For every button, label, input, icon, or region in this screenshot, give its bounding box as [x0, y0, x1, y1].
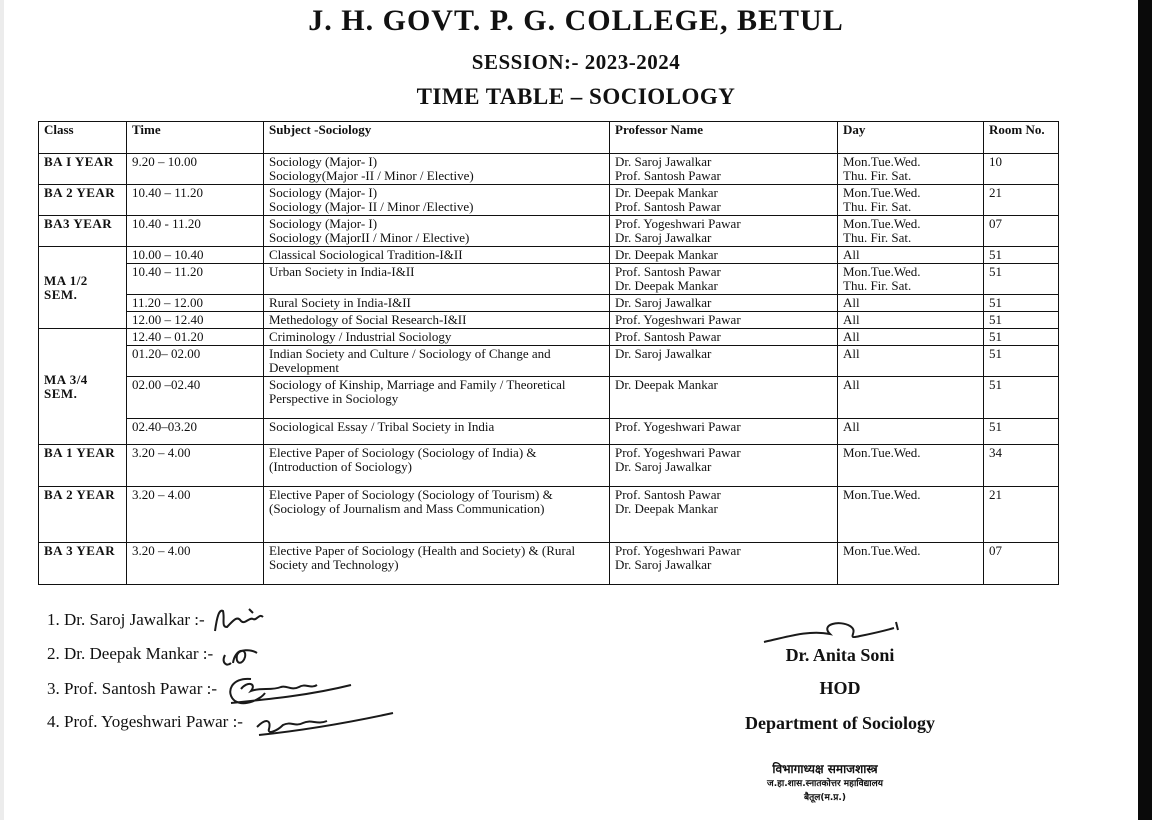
day-cell-line: Mon.Tue.Wed.: [843, 543, 921, 558]
signature-mark: [209, 605, 289, 637]
professor-cell-line: Prof. Santosh Pawar: [615, 487, 721, 502]
class-cell: BA 2 YEAR: [39, 185, 127, 216]
hod-title: HOD: [819, 678, 861, 698]
signatory-row: [47, 639, 397, 673]
day-cell: [838, 154, 984, 185]
day-cell: [838, 445, 984, 487]
seal-line-2: ज.हा.शास.स्नातकोत्तर महाविद्यालय: [767, 779, 883, 789]
time-cell: 10.40 – 11.20: [127, 185, 264, 216]
subject-cell: [264, 445, 610, 487]
professor-cell: [610, 154, 838, 185]
day-cell-line: All: [843, 346, 860, 361]
professor-cell: [610, 543, 838, 585]
signatory-label: 1. Dr. Saroj Jawalkar :-: [47, 610, 205, 629]
seal-line-1: विभागाध्यक्ष समाजशास्त्र: [772, 762, 878, 776]
subject-cell-line: Elective Paper of Sociology (Health and Society) & (Rural Society and Technology): [269, 543, 576, 572]
header-professor: Professor Name: [610, 122, 838, 154]
class-cell: MA 1/2 SEM.: [39, 247, 127, 329]
subject-cell-line: Rural Society in India-I&II: [269, 295, 411, 310]
table-row: [39, 185, 1059, 216]
time-cell: 01.20– 02.00: [127, 346, 264, 377]
subject-cell: [264, 264, 610, 295]
day-cell: [838, 247, 984, 264]
table-row: [39, 312, 1059, 329]
day-cell: [838, 346, 984, 377]
subject-cell: [264, 329, 610, 346]
scan-left-edge: [0, 0, 4, 820]
class-cell: MA 3/4 SEM.: [39, 329, 127, 445]
professor-cell: [610, 346, 838, 377]
header-class: Class: [39, 122, 127, 154]
subject-cell-line: Sociology of Kinship, Marriage and Family / Theoretical Perspective in Sociology: [269, 377, 566, 406]
room-cell: 21: [984, 185, 1059, 216]
table-row: [39, 329, 1059, 346]
hod-department: Department of Sociology: [745, 713, 935, 733]
day-cell-line: Thu. Fir. Sat.: [843, 278, 912, 293]
professor-cell-line: Prof. Yogeshwari Pawar: [615, 543, 741, 558]
day-cell: [838, 312, 984, 329]
day-cell: [838, 216, 984, 247]
time-cell: 12.00 – 12.40: [127, 312, 264, 329]
table-row: [39, 216, 1059, 247]
day-cell-line: Mon.Tue.Wed.: [843, 264, 921, 279]
signatory-row: [47, 605, 397, 639]
professor-cell-line: Dr. Deepak Mankar: [615, 278, 718, 293]
signatory-list: [47, 605, 397, 741]
timetable-title: TIME TABLE – SOCIOLOGY: [416, 84, 736, 109]
subject-cell-line: Sociology (Major- II / Minor /Elective): [269, 199, 474, 214]
table-row: [39, 247, 1059, 264]
professor-cell-line: Prof. Yogeshwari Pawar: [615, 419, 741, 434]
professor-cell-line: Dr. Saroj Jawalkar: [615, 154, 712, 169]
table-row: [39, 346, 1059, 377]
time-cell: 10.40 - 11.20: [127, 216, 264, 247]
time-cell: 10.00 – 10.40: [127, 247, 264, 264]
professor-cell-line: Dr. Deepak Mankar: [615, 377, 718, 392]
subject-cell-line: Elective Paper of Sociology (Sociology of India) & (Introduction of Sociology): [269, 445, 537, 474]
header-time: Time: [127, 122, 264, 154]
day-cell-line: All: [843, 247, 860, 262]
scan-right-edge: [1138, 0, 1152, 820]
time-cell: 11.20 – 12.00: [127, 295, 264, 312]
subject-cell: [264, 346, 610, 377]
professor-cell: [610, 216, 838, 247]
table-row: [39, 264, 1059, 295]
hod-signature-mark: [760, 618, 910, 648]
day-cell: [838, 295, 984, 312]
signatory-label: 3. Prof. Santosh Pawar :-: [47, 678, 217, 698]
table-row: [39, 377, 1059, 419]
college-name: J. H. GOVT. P. G. COLLEGE, BETUL: [308, 4, 844, 37]
room-cell: 51: [984, 419, 1059, 445]
time-cell: 3.20 – 4.00: [127, 487, 264, 543]
signature-mark: [217, 639, 277, 671]
subject-cell-line: Classical Sociological Tradition-I&II: [269, 247, 463, 262]
room-cell: 51: [984, 346, 1059, 377]
professor-cell: [610, 445, 838, 487]
signature-mark: [221, 673, 361, 707]
day-cell: [838, 487, 984, 543]
day-cell-line: Thu. Fir. Sat.: [843, 168, 912, 183]
professor-cell: [610, 419, 838, 445]
professor-cell: [610, 185, 838, 216]
room-cell: 21: [984, 487, 1059, 543]
time-cell: 3.20 – 4.00: [127, 445, 264, 487]
professor-cell-line: Dr. Saroj Jawalkar: [615, 459, 712, 474]
day-cell: [838, 377, 984, 419]
subject-cell: [264, 216, 610, 247]
class-cell: BA3 YEAR: [39, 216, 127, 247]
timetable: [38, 121, 1059, 585]
day-cell-line: All: [843, 419, 860, 434]
subject-cell-line: Methedology of Social Research-I&II: [269, 312, 467, 327]
professor-cell: [610, 295, 838, 312]
subject-cell: [264, 154, 610, 185]
professor-cell-line: Prof. Santosh Pawar: [615, 329, 721, 344]
subject-cell-line: Sociology (Major- I): [269, 185, 378, 200]
professor-cell: [610, 247, 838, 264]
subject-cell-line: Indian Society and Culture / Sociology of Change and Development: [269, 346, 551, 375]
professor-cell-line: Dr. Saroj Jawalkar: [615, 346, 712, 361]
class-cell: BA 3 YEAR: [39, 543, 127, 585]
professor-cell: [610, 377, 838, 419]
day-cell-line: Mon.Tue.Wed.: [843, 154, 921, 169]
room-cell: 51: [984, 247, 1059, 264]
day-cell-line: Mon.Tue.Wed.: [843, 445, 921, 460]
table-row: [39, 487, 1059, 543]
day-cell-line: Mon.Tue.Wed.: [843, 216, 921, 231]
signatory-label: 2. Dr. Deepak Mankar :-: [47, 644, 214, 663]
professor-cell-line: Prof. Yogeshwari Pawar: [615, 216, 741, 231]
room-cell: 51: [984, 312, 1059, 329]
room-cell: 34: [984, 445, 1059, 487]
room-cell: 51: [984, 329, 1059, 346]
day-cell: [838, 264, 984, 295]
subject-cell: [264, 543, 610, 585]
room-cell: 51: [984, 295, 1059, 312]
table-row: [39, 419, 1059, 445]
subject-cell: [264, 185, 610, 216]
class-cell: BA 1 YEAR: [39, 445, 127, 487]
subject-cell: [264, 295, 610, 312]
table-body: [39, 154, 1059, 585]
professor-cell-line: Dr. Deepak Mankar: [615, 185, 718, 200]
day-cell-line: Mon.Tue.Wed.: [843, 185, 921, 200]
session-title: SESSION:- 2023-2024: [471, 50, 681, 74]
seal-line-3: बैतूल(म.प्र.): [804, 793, 846, 803]
class-cell: BA 2 YEAR: [39, 487, 127, 543]
professor-cell-line: Prof. Santosh Pawar: [615, 264, 721, 279]
header-day: Day: [838, 122, 984, 154]
header-room: Room No.: [984, 122, 1059, 154]
professor-cell: [610, 312, 838, 329]
table-row: [39, 154, 1059, 185]
professor-cell: [610, 487, 838, 543]
day-cell: [838, 329, 984, 346]
professor-cell: [610, 329, 838, 346]
subject-cell: [264, 312, 610, 329]
room-cell: 10: [984, 154, 1059, 185]
day-cell: [838, 419, 984, 445]
subject-cell-line: Sociology (MajorII / Minor / Elective): [269, 230, 470, 245]
table-row: [39, 445, 1059, 487]
signature-mark: [247, 707, 397, 739]
header-subject: Subject -Sociology: [264, 122, 610, 154]
subject-cell: [264, 377, 610, 419]
room-cell: 51: [984, 264, 1059, 295]
subject-cell-line: Sociological Essay / Tribal Society in India: [269, 419, 495, 434]
professor-cell-line: Prof. Yogeshwari Pawar: [615, 312, 741, 327]
signatory-label: 4. Prof. Yogeshwari Pawar :-: [47, 712, 243, 731]
time-cell: 12.40 – 01.20: [127, 329, 264, 346]
professor-cell-line: Prof. Santosh Pawar: [615, 199, 721, 214]
day-cell-line: Thu. Fir. Sat.: [843, 199, 912, 214]
room-cell: 51: [984, 377, 1059, 419]
professor-cell-line: Dr. Saroj Jawalkar: [615, 230, 712, 245]
table-row: [39, 295, 1059, 312]
day-cell-line: Mon.Tue.Wed.: [843, 487, 921, 502]
subject-cell-line: Sociology (Major- I): [269, 154, 378, 169]
signatory-row: [47, 707, 397, 741]
table-header-row: [39, 122, 1059, 154]
professor-cell-line: Dr. Deepak Mankar: [615, 501, 718, 516]
professor-cell-line: Dr. Saroj Jawalkar: [615, 295, 712, 310]
subject-cell: [264, 419, 610, 445]
subject-cell: [264, 487, 610, 543]
subject-cell: [264, 247, 610, 264]
professor-cell-line: Prof. Santosh Pawar: [615, 168, 721, 183]
subject-cell-line: Elective Paper of Sociology (Sociology of Tourism) & (Sociology of Journalism and Mass Communication): [269, 487, 553, 516]
time-cell: 02.00 –02.40: [127, 377, 264, 419]
subject-cell-line: Sociology (Major- I): [269, 216, 378, 231]
time-cell: 10.40 – 11.20: [127, 264, 264, 295]
table-row: [39, 543, 1059, 585]
professor-cell-line: Dr. Deepak Mankar: [615, 247, 718, 262]
time-cell: 9.20 – 10.00: [127, 154, 264, 185]
time-cell: 02.40–03.20: [127, 419, 264, 445]
professor-cell-line: Prof. Yogeshwari Pawar: [615, 445, 741, 460]
signatory-row: [47, 673, 397, 707]
day-cell-line: Thu. Fir. Sat.: [843, 230, 912, 245]
day-cell-line: All: [843, 312, 860, 327]
hod-name: Dr. Anita Soni: [785, 645, 895, 665]
subject-cell-line: Sociology(Major -II / Minor / Elective): [269, 168, 474, 183]
day-cell-line: All: [843, 329, 860, 344]
day-cell-line: All: [843, 295, 860, 310]
day-cell: [838, 185, 984, 216]
class-cell: BA I YEAR: [39, 154, 127, 185]
subject-cell-line: Criminology / Industrial Sociology: [269, 329, 452, 344]
room-cell: 07: [984, 543, 1059, 585]
day-cell-line: All: [843, 377, 860, 392]
day-cell: [838, 543, 984, 585]
subject-cell-line: Urban Society in India-I&II: [269, 264, 415, 279]
room-cell: 07: [984, 216, 1059, 247]
professor-cell: [610, 264, 838, 295]
time-cell: 3.20 – 4.00: [127, 543, 264, 585]
professor-cell-line: Dr. Saroj Jawalkar: [615, 557, 712, 572]
